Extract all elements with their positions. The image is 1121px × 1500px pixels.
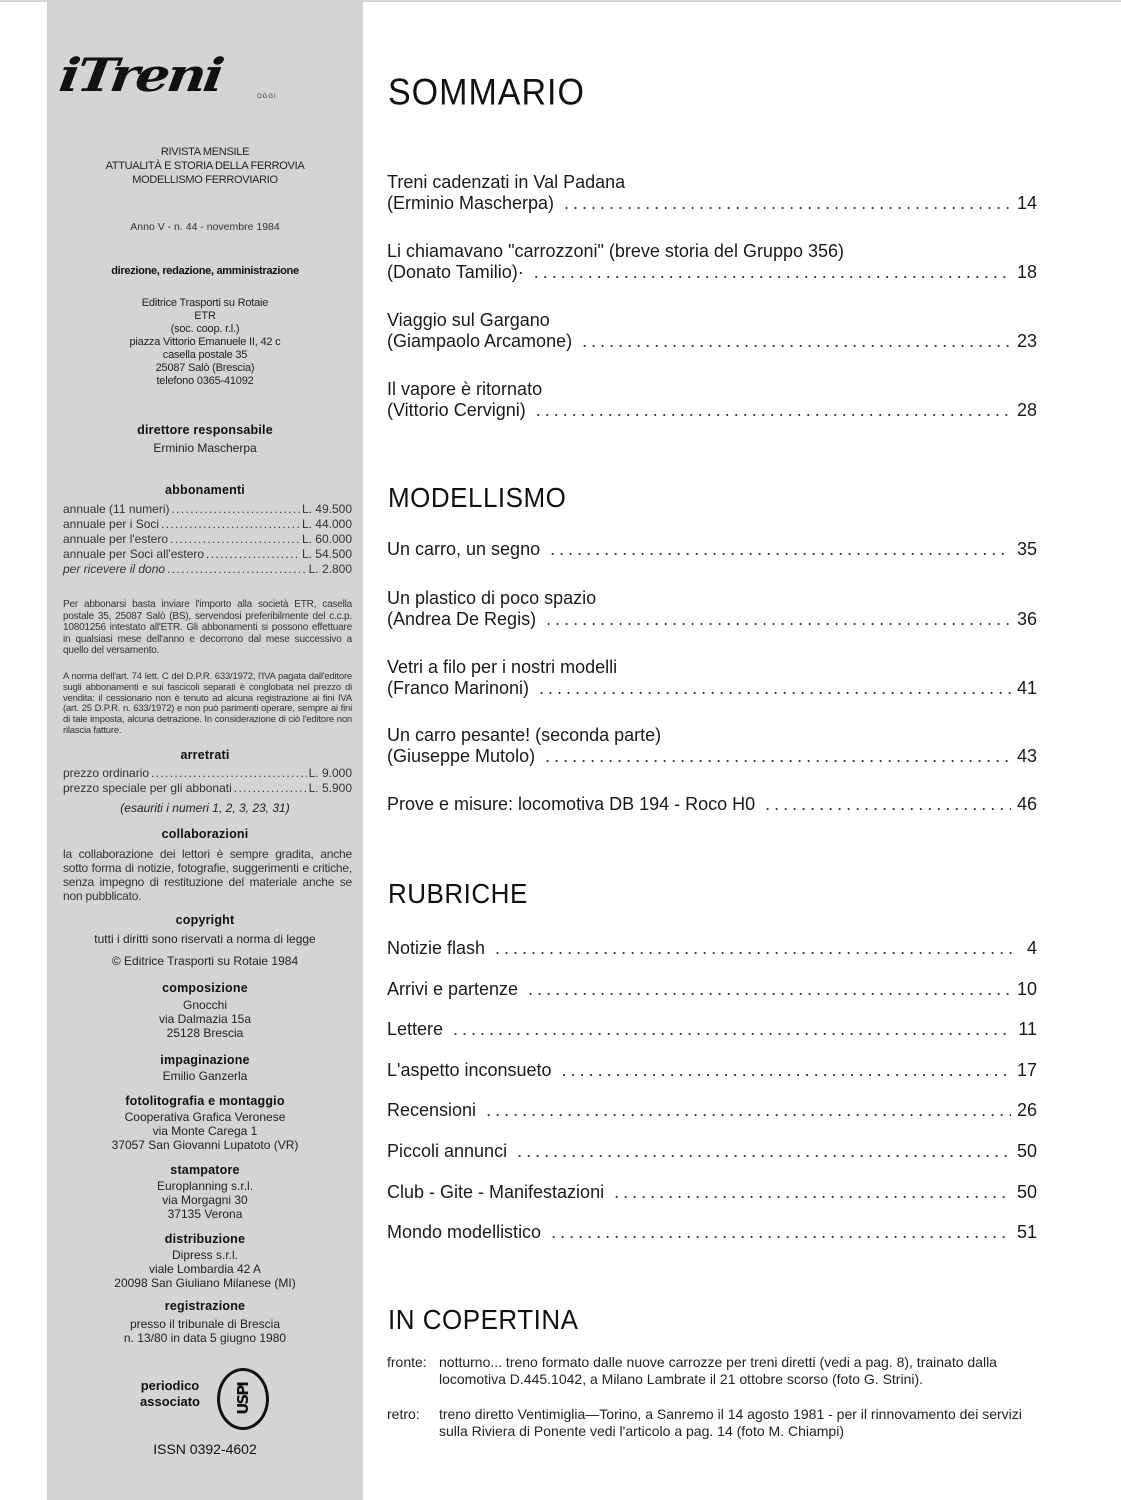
rubrica-page: 11 bbox=[1018, 1019, 1037, 1039]
publisher-line-7: telefono 0365-41092 bbox=[156, 375, 254, 387]
distribuzione-line: 20098 San Giuliano Milanese (MI) bbox=[114, 1276, 296, 1290]
toc-page: 14 bbox=[1016, 193, 1037, 213]
rubrica-label: Notizie flash bbox=[387, 938, 486, 958]
associato-label: associato bbox=[140, 1394, 200, 1409]
toc-entry[interactable] bbox=[387, 539, 1037, 560]
direttore-heading: direttore responsabile bbox=[137, 423, 273, 437]
arretrati-row: prezzo ordinario . . . L. 9.000 bbox=[63, 766, 352, 781]
subscription-row: annuale (11 numeri) . . . L. 49.500 bbox=[63, 502, 352, 517]
sommario-title: SOMMARIO bbox=[388, 72, 585, 114]
impaginazione-heading: impaginazione bbox=[160, 1053, 250, 1067]
toc-entry[interactable] bbox=[387, 794, 1037, 815]
cover-front-caption bbox=[387, 1354, 1037, 1388]
toc-title: Vetri a filo per i nostri modelli bbox=[387, 657, 618, 677]
arretrati-row: prezzo speciale per gli abbonati . . . L. 5.900 bbox=[63, 781, 352, 796]
toc-title: Il vapore è ritornato bbox=[387, 379, 543, 399]
toc-entry[interactable] bbox=[387, 657, 1037, 699]
toc-page: 46 bbox=[1016, 794, 1037, 814]
rubrica-label: L'aspetto inconsueto bbox=[387, 1060, 552, 1080]
rubrica-page: 17 bbox=[1016, 1060, 1037, 1080]
rubrica-entry[interactable] bbox=[387, 1182, 1037, 1203]
fotolitografia-line: Cooperativa Grafica Veronese bbox=[124, 1110, 286, 1124]
uspi-logo: USPI bbox=[217, 1368, 269, 1430]
toc-page: 23 bbox=[1016, 331, 1037, 351]
toc-page: 41 bbox=[1016, 678, 1037, 698]
tagline-3: MODELLISMO FERROVIARIO bbox=[132, 174, 278, 186]
rubrica-entry[interactable] bbox=[387, 1060, 1037, 1081]
rubrica-page: 26 bbox=[1016, 1100, 1037, 1120]
rubrica-entry[interactable] bbox=[387, 979, 1037, 1000]
publisher-line-6: 25087 Salò (Brescia) bbox=[155, 362, 255, 374]
periodico-label: periodico bbox=[140, 1378, 200, 1393]
toc-title: Treni cadenzati in Val Padana bbox=[387, 172, 626, 192]
iva-note: A norma dell'art. 74 lett. C del D.P.R. 633/1972, l'IVA pagata dall'editore sugli abbonamenti e sui fascicoli separati è conglobata nel prezzo di vendita: il cessionario non è tenuto ad alcuna registrazione ai fini IVA (art. 25 D.P.R. n. 633/1972) e non può parimenti operare, sempre ai fini di tale imposta, alcuna detrazione. In considerazione di ciò l'editore non rilascia fatture. bbox=[63, 671, 352, 736]
rubrica-label: Recensioni bbox=[387, 1100, 477, 1120]
toc-title: Viaggio sul Gargano bbox=[387, 310, 550, 330]
cover-front-label: fronte: bbox=[387, 1354, 427, 1370]
toc-title: Un carro pesante! (seconda parte) bbox=[387, 725, 662, 745]
subscription-list bbox=[63, 502, 352, 577]
rubrica-label: Club - Gite - Manifestazioni bbox=[387, 1182, 605, 1202]
rubrica-page: 10 bbox=[1016, 979, 1037, 999]
toc-author: (Vittorio Cervigni) bbox=[387, 400, 526, 420]
rubriche-title: RUBRICHE bbox=[388, 877, 528, 910]
copertina-title: IN COPERTINA bbox=[388, 1303, 579, 1336]
publisher-line-3: (soc. coop. r.l.) bbox=[170, 323, 240, 335]
cover-front-text: notturno... treno formato dalle nuove carrozze per treni diretti (vedi a pag. 8), trainato dalla locomotiva D.445.1042, a Milano Lambrate il 21 ottobre scorso (foto G. Strini). bbox=[439, 1354, 997, 1387]
stampatore-line: Europlanning s.r.l. bbox=[156, 1179, 254, 1193]
publisher-line-4: piazza Vittorio Emanuele II, 42 c bbox=[129, 336, 281, 348]
issue-info: Anno V - n. 44 - novembre 1984 bbox=[130, 221, 280, 233]
subscription-row: annuale per Soci all'estero . . . L. 54.500 bbox=[63, 547, 352, 562]
rubrica-entry[interactable] bbox=[387, 1019, 1037, 1040]
publisher-line-5: casella postale 35 bbox=[162, 349, 248, 361]
modellismo-title: MODELLISMO bbox=[388, 481, 567, 514]
toc-page: 35 bbox=[1016, 539, 1037, 559]
toc-title: Un carro, un segno bbox=[387, 539, 541, 559]
composizione-line: via Dalmazia 15a bbox=[158, 1012, 252, 1026]
registrazione-heading: registrazione bbox=[164, 1299, 246, 1313]
rubrica-page: 51 bbox=[1016, 1222, 1037, 1242]
publisher-line-1: Editrice Trasporti su Rotaie bbox=[141, 297, 269, 309]
arretrati-note: (esauriti i numeri 1, 2, 3, 23, 31) bbox=[120, 801, 290, 815]
toc-author: (Franco Marinoni) bbox=[387, 678, 530, 698]
toc-author: (Giampaolo Arcamone) bbox=[387, 331, 573, 351]
subscription-row: per ricevere il dono . . . L. 2.800 bbox=[63, 562, 352, 577]
arretrati-list bbox=[63, 766, 352, 796]
composizione-line: Gnocchi bbox=[182, 998, 228, 1012]
copyright-line-2: © Editrice Trasporti su Rotaie 1984 bbox=[111, 954, 299, 968]
direzione-heading: direzione, redazione, amministrazione bbox=[111, 265, 299, 277]
toc-entry[interactable] bbox=[387, 310, 1037, 352]
registrazione-line: n. 13/80 in data 5 giugno 1980 bbox=[123, 1331, 287, 1345]
distribuzione-heading: distribuzione bbox=[164, 1232, 246, 1246]
fotolitografia-line: 37057 San Giovanni Lupatoto (VR) bbox=[111, 1138, 299, 1152]
fotolitografia-line: via Monte Carega 1 bbox=[152, 1124, 258, 1138]
stampatore-line: via Morgagni 30 bbox=[162, 1193, 248, 1207]
collaborazioni-text: la collaborazione dei lettori è sempre gradita, anche sotto forma di notizie, fotografie, suggerimenti e critiche, senza impegno di restituzione del materiale anche se non pubblicato. bbox=[63, 847, 352, 903]
copyright-heading: copyright bbox=[175, 913, 235, 927]
cover-back-label: retro: bbox=[387, 1406, 420, 1422]
cover-back-text: treno diretto Ventimiglia—Torino, a Sanremo il 14 agosto 1981 - per il rinnovamento dei servizi sulla Riviera di Ponente vedi l'articolo a pag. 14 (foto M. Chiampi) bbox=[439, 1406, 1022, 1439]
toc-entry[interactable] bbox=[387, 379, 1037, 421]
toc-author: (Giuseppe Mutolo) bbox=[387, 746, 536, 766]
tagline-1: RIVISTA MENSILE bbox=[160, 146, 250, 158]
rubrica-label: Mondo modellistico bbox=[387, 1222, 542, 1242]
stampatore-line: 37135 Verona bbox=[167, 1207, 243, 1221]
abbonamenti-heading: abbonamenti bbox=[165, 483, 245, 497]
registrazione-line: presso il tribunale di Brescia bbox=[129, 1317, 281, 1331]
toc-entry[interactable] bbox=[387, 588, 1037, 630]
rubrica-page: 50 bbox=[1016, 1182, 1037, 1202]
composizione-line: 25128 Brescia bbox=[166, 1026, 244, 1040]
tagline-2: ATTUALITÀ E STORIA DELLA FERROVIA bbox=[105, 160, 305, 172]
toc-page: 28 bbox=[1016, 400, 1037, 420]
toc-entry[interactable] bbox=[387, 725, 1037, 767]
toc-title: Prove e misure: locomotiva DB 194 - Roco H0 bbox=[387, 794, 756, 814]
toc-entry[interactable] bbox=[387, 241, 1037, 283]
rubrica-entry[interactable] bbox=[387, 1222, 1037, 1243]
toc-title: Li chiamavano "carrozzoni" (breve storia del Gruppo 356) bbox=[387, 241, 845, 261]
distribuzione-line: viale Lombardia 42 A bbox=[148, 1262, 262, 1276]
subscription-note: Per abbonarsi basta inviare l'importo alla società ETR, casella postale 35, 25087 Salò (BS), servendosi preferibilmente del c.c.p. 10801256 intestato all'ETR. Gli abbonamenti si possono effettuare in qualsiasi mese dell'anno e decorrono dal mese successivo a quello del versamento. bbox=[63, 599, 352, 656]
rubrica-label: Piccoli annunci bbox=[387, 1141, 508, 1161]
collaborazioni-heading: collaborazioni bbox=[161, 827, 249, 841]
toc-page: 36 bbox=[1016, 609, 1037, 629]
toc-page: 43 bbox=[1016, 746, 1037, 766]
toc-author: (Erminio Mascherpa) bbox=[387, 193, 555, 213]
toc-author: (Andrea De Regis) bbox=[387, 609, 537, 629]
direttore-name: Erminio Mascherpa bbox=[153, 441, 257, 455]
arretrati-heading: arretrati bbox=[180, 748, 230, 762]
impaginazione-line: Emilio Ganzerla bbox=[162, 1069, 248, 1083]
distribuzione-line: Dipress s.r.l. bbox=[171, 1248, 238, 1262]
fotolitografia-heading: fotolitografia e montaggio bbox=[125, 1094, 285, 1108]
rubrica-entry[interactable] bbox=[387, 938, 1037, 959]
subscription-row: annuale per i Soci . . . L. 44.000 bbox=[63, 517, 352, 532]
toc-page: 18 bbox=[1016, 262, 1037, 282]
subscription-row: annuale per l'estero . . . L. 60.000 bbox=[63, 532, 352, 547]
rubrica-page: 4 bbox=[1026, 938, 1037, 958]
rubrica-label: Arrivi e partenze bbox=[387, 979, 519, 999]
toc-entry[interactable] bbox=[387, 172, 1037, 214]
rubrica-label: Lettere bbox=[387, 1019, 444, 1039]
toc-author: (Donato Tamilio)· bbox=[387, 262, 524, 282]
rubrica-entry[interactable] bbox=[387, 1100, 1037, 1121]
copyright-line-1: tutti i diritti sono riservati a norma di legge bbox=[94, 932, 316, 946]
toc-title: Un plastico di poco spazio bbox=[387, 588, 597, 608]
cover-back-caption bbox=[387, 1406, 1037, 1440]
issn: ISSN 0392-4602 bbox=[153, 1441, 257, 1457]
rubrica-entry[interactable] bbox=[387, 1141, 1037, 1162]
composizione-heading: composizione bbox=[162, 981, 248, 995]
stampatore-heading: stampatore bbox=[170, 1163, 240, 1177]
publisher-line-2: ETR bbox=[194, 310, 216, 322]
rubrica-page: 50 bbox=[1016, 1141, 1037, 1161]
magazine-logo: iTreni OGGI bbox=[55, 47, 277, 103]
